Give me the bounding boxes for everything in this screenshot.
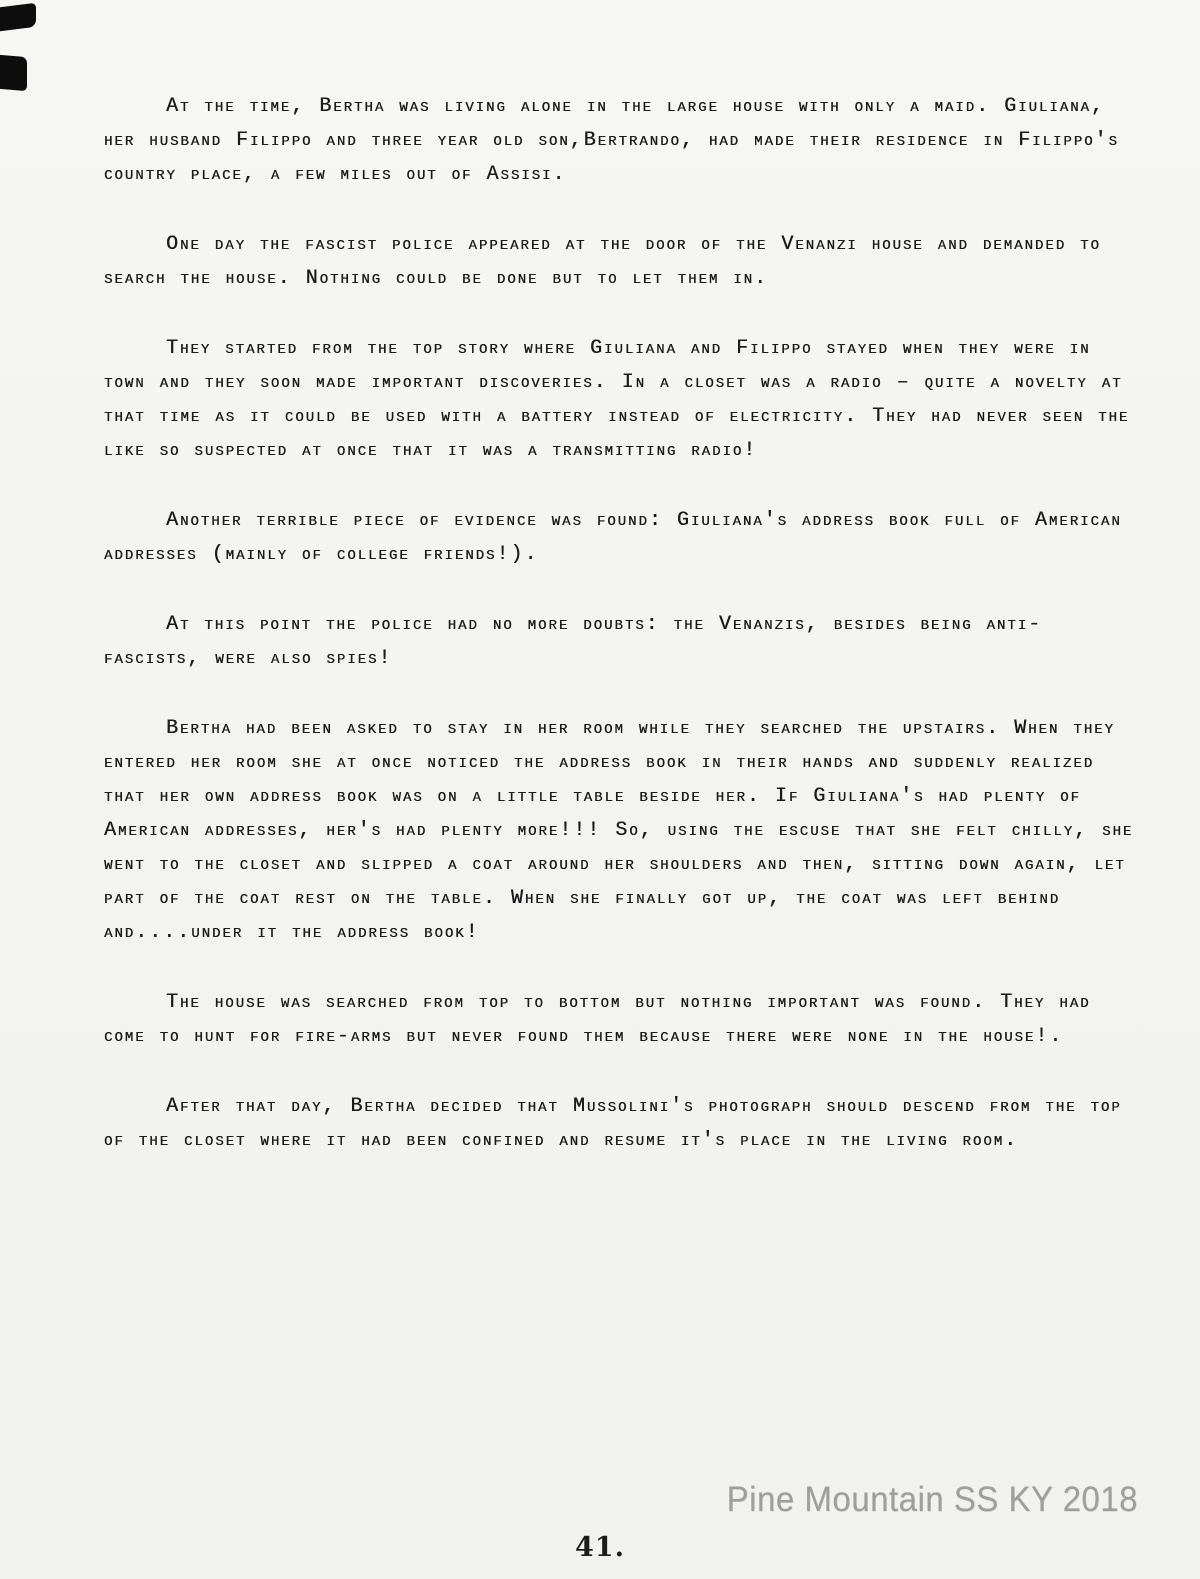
page-number: 41. xyxy=(575,1532,625,1563)
scan-artifact-mark xyxy=(0,3,36,31)
paragraph: Another terrible piece of evidence was found: Giuliana's address book full of American addresses (mainly of college friends!). xyxy=(104,509,1122,566)
document-body xyxy=(104,90,1134,1194)
paragraph: At the time, Bertha was living alone in the large house with only a maid. Giuliana, her husband Filippo and three year old son,Bertrando, had made their residence in Filippo's country place, a few miles out of Assisi. xyxy=(104,95,1119,186)
scan-artifact-mark xyxy=(0,55,27,91)
paragraph: At this point the police had no more doubts: the Venanzis, besides being anti-fascists, were also spies! xyxy=(104,613,1043,670)
paragraph: Bertha had been asked to stay in her room while they searched the upstairs. When they entered her room she at once noticed the address book in their hands and suddenly realized that her own address book was on a little table beside her. If Giuliana's had plenty of American addresses, her's had plenty more!!! So, using the escuse that she felt chilly, she went to the closet and slipped a coat around her shoulders and then, sitting down again, let part of the coat rest on the table. When she finally got up, the coat was left behind and....under it the address book! xyxy=(104,717,1134,944)
paragraph: The house was searched from top to bottom but nothing important was found. They had come to hunt for fire-arms but never found them because there were none in the house!. xyxy=(104,991,1091,1048)
watermark-stamp: Pine Mountain SS KY 2018 xyxy=(726,1478,1138,1519)
paragraph: They started from the top story where Giuliana and Filippo stayed when they were in town and they soon made important discoveries. In a closet was a radio – quite a novelty at that time as it could be used with a battery instead of electricity. They had never seen the like so suspected at once that it was a transmitting radio! xyxy=(104,337,1130,462)
paragraph: After that day, Bertha decided that Mussolini's photograph should descend from the top of the closet where it had been confined and resume it's place in the living room. xyxy=(104,1095,1122,1152)
paragraph: One day the fascist police appeared at the door of the Venanzi house and demanded to search the house. Nothing could be done but to let them in. xyxy=(104,233,1101,290)
